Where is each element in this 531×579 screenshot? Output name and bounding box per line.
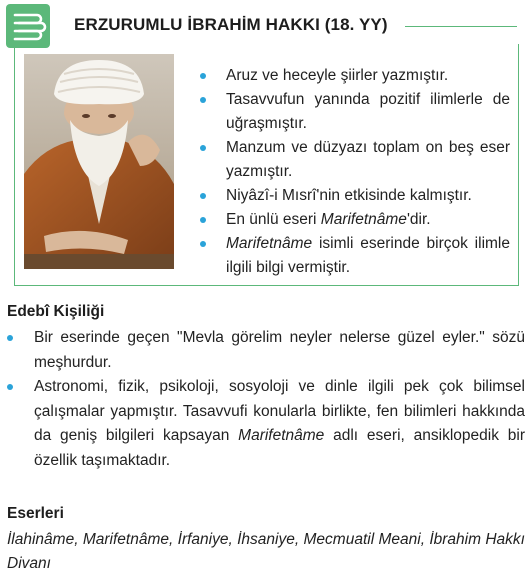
- fact-text: isimli eserinde birçok ilimle ilgili bilgi vermiştir.: [226, 235, 510, 276]
- book-title: Marifetnâme: [320, 211, 407, 228]
- fact-item: [198, 64, 510, 88]
- literary-item: [7, 326, 525, 375]
- fact-text: Aruz ve heceyle şiirler yazmıştır.: [226, 67, 449, 84]
- bullet-dot: [7, 384, 13, 390]
- literary-section-title: Edebî Kişiliği: [7, 303, 105, 320]
- portrait-image: [24, 54, 174, 269]
- literary-text: Astronomi, fizik, psikoloji, sosyoloji ve dinle ilgili pek çok bilimsel çalışmalar yapmıştır. Tasavvufi konularla birlikte, fen bilimleri hakkında da geniş bilgileri kapsayan: [34, 378, 525, 444]
- literary-text: adlı eseri, ansiklopedik bir özellik taşımaktadır.: [34, 427, 525, 469]
- book-title: Marifetnâme: [238, 427, 325, 444]
- literary-text: Bir eserinde geçen "Mevla görelim neyler nelerse güzel eyler." sözü meşhurdur.: [34, 329, 525, 371]
- bullet-dot: [200, 97, 206, 103]
- fact-text: Manzum ve düzyazı toplam on beş eser yazmıştır.: [226, 139, 510, 180]
- fact-item: [198, 184, 510, 208]
- fact-text: En ünlü eseri: [226, 211, 321, 228]
- bullet-dot: [200, 217, 206, 223]
- fact-text: Tasavvufun yanında pozitif ilimlerle de uğraşmıştır.: [226, 91, 510, 132]
- fact-item: [198, 88, 510, 136]
- book-title: Marifetnâme: [226, 235, 313, 252]
- facts-list: [198, 64, 510, 280]
- bullet-dot: [200, 145, 206, 151]
- works-list-text: İlahinâme, Marifetnâme, İrfaniye, İhsaniye, Mecmuatil Meani, İbrahim Hakkı Divanı: [7, 531, 525, 572]
- bullet-dot: [200, 193, 206, 199]
- fact-item: [198, 136, 510, 184]
- fact-text: Niyâzî-i Mısrî'nin etkisinde kalmıştır.: [226, 187, 472, 204]
- bullet-dot: [200, 73, 206, 79]
- literary-list: [7, 326, 525, 473]
- fact-item: [198, 232, 510, 280]
- book-stack-icon: [6, 4, 50, 48]
- bullet-dot: [7, 335, 13, 341]
- literary-item: [7, 375, 525, 473]
- fact-text: 'dir.: [406, 211, 431, 228]
- works-section-title: Eserleri: [7, 505, 64, 522]
- bullet-dot: [200, 241, 206, 247]
- title-rule: [405, 26, 517, 27]
- page-title: ERZURUMLU İBRAHİM HAKKI (18. YY): [74, 15, 388, 34]
- fact-item: [198, 208, 510, 232]
